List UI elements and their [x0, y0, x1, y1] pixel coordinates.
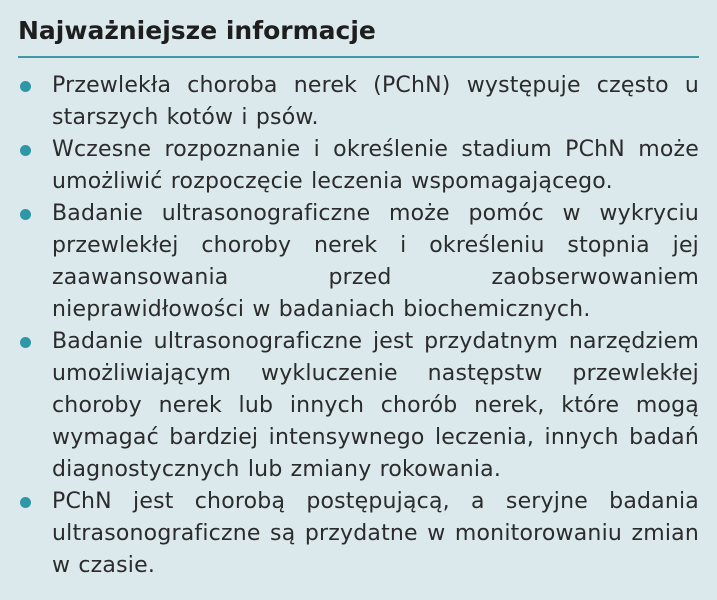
bullet-dot-icon: [20, 337, 31, 348]
bullet-dot-icon: [20, 497, 31, 508]
bullet-item: [18, 198, 699, 326]
bullet-dot-icon: [20, 145, 31, 156]
bullet-text: Wczesne rozpoznanie i określenie stadium PChN może umożliwić rozpoczęcie leczenia wspomagającego.: [52, 137, 699, 194]
bullet-item: [18, 134, 699, 198]
bullet-dot-icon: [20, 209, 31, 220]
bullet-item: [18, 486, 699, 582]
box-title: Najważniejsze informacje: [18, 14, 699, 58]
bullet-text: Przewlekła choroba nerek (PChN) występuje często u starszych kotów i psów.: [52, 73, 699, 130]
bullet-text: Badanie ultrasonograficzne jest przydatnym narzędziem umożliwiającym wykluczenie następstw przewlekłej choroby nerek lub innych chorób nerek, które mogą wymagać bardziej intensywnego leczenia, innych badań diagnostycznych lub zmiany rokowania.: [52, 329, 699, 482]
bullet-dot-icon: [20, 81, 31, 92]
bullet-item: [18, 70, 699, 134]
bullet-list: [18, 70, 699, 582]
bullet-text: PChN jest chorobą postępującą, a seryjne badania ultrasonograficzne są przydatne w monitorowaniu zmian w czasie.: [52, 489, 699, 578]
bullet-item: [18, 326, 699, 486]
bullet-text: Badanie ultrasonograficzne może pomóc w wykryciu przewlekłej choroby nerek i określeniu stopnia jej zaawansowania przed zaobserwowaniem nieprawidłowości w badaniach biochemicznych.: [52, 201, 699, 322]
